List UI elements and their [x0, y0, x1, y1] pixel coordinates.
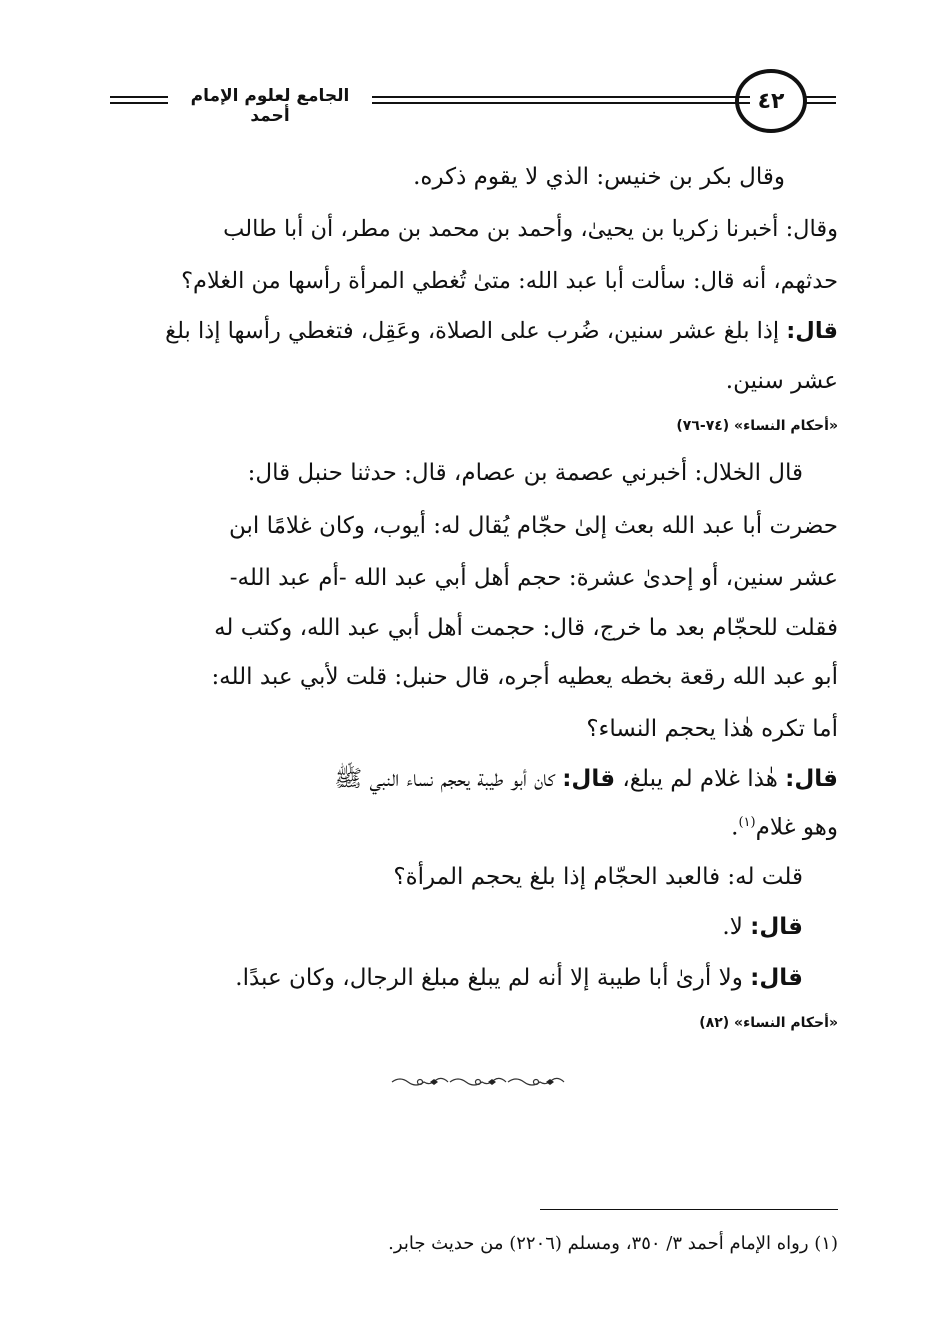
para3-line-2-end: . — [731, 814, 739, 841]
para3-part-2: كان أبو طيبة يحجم نساء النبي ﷺ — [334, 766, 555, 792]
para3-line-1 — [334, 768, 838, 791]
para3-line-2-text: وهو غلام — [755, 814, 838, 841]
question-line: قلت له: فالعبد الحجّام إذا بلغ يحجم المرأة؟ — [393, 864, 803, 890]
qal-label: قال: — [785, 766, 838, 792]
source-reference-1: «أحكام النساء» (٧٤-٧٦) — [676, 418, 838, 434]
footnote-number: (١) — [814, 1233, 838, 1254]
text-line-3: حدثهم، أنه قال: سألت أبا عبد الله: متىٰ تُغطي المرأة رأسها من الغلام؟ — [181, 268, 838, 294]
page-number-badge — [735, 69, 807, 133]
para3-line-2 — [731, 816, 838, 840]
para2-line-2: حضرت أبا عبد الله بعث إلىٰ حجّام يُقال له: أيوب، وكان غلامًا ابن — [228, 513, 838, 539]
para2-line-6: أما تكره هٰذا يحجم النساء؟ — [586, 716, 838, 742]
para2-line-5: أبو عبد الله رقعة بخطه يعطيه أجره، قال حنبل: قلت لأبي عبد الله: — [211, 664, 838, 690]
source-reference-2: «أحكام النساء» (٨٢) — [699, 1015, 838, 1031]
page-number: ٤٢ — [757, 88, 785, 114]
answer-line — [722, 916, 803, 939]
para2-line-3: عشر سنين، أو إحدىٰ عشرة: حجم أهل أبي عبد الله -أم عبد الله- — [229, 565, 838, 591]
decorative-ornament-divider — [390, 1074, 566, 1090]
qal-label: قال: — [786, 318, 838, 344]
text-line-2: وقال: أخبرنا زكريا بن يحيىٰ، وأحمد بن محمد بن مطر، أن أبا طالب — [223, 216, 838, 242]
final-text: ولا أرىٰ أبا طيبة إلا أنه لم يبلغ مبلغ الرجال، وكان عبدًا. — [235, 965, 743, 991]
qal-label: قال: — [750, 914, 803, 940]
header-rule-left — [110, 96, 168, 106]
final-line — [235, 967, 803, 990]
header-rule-middle — [372, 96, 750, 106]
qal-label: قال: — [562, 766, 616, 792]
text-line-1: وقال بكر بن خنيس: الذي لا يقوم ذكره. — [413, 164, 785, 190]
answer-text: لا. — [722, 914, 743, 940]
text-line-4-content: إذا بلغ عشر سنين، ضُرب على الصلاة، وعَقِل، فتغطي رأسها إذا بلغ — [165, 318, 780, 344]
text-line-5: عشر سنين. — [725, 368, 838, 394]
footnote-marker: (١) — [738, 815, 756, 830]
text-line-4 — [165, 320, 838, 343]
running-header-title: الجامع لعلوم الإمام أحمد — [190, 86, 350, 126]
para2-line-4: فقلت للحجّام بعد ما خرج، قال: حجمت أهل أبي عبد الله، وكتب له — [214, 615, 838, 641]
qal-label: قال: — [750, 965, 803, 991]
para2-line-1: قال الخلال: أخبرني عصمة بن عصام، قال: حدثنا حنبل قال: — [247, 460, 803, 486]
footnote-1 — [388, 1233, 838, 1254]
footnote-text: رواه الإمام أحمد ٣/ ٣٥٠، ومسلم (٢٢٠٦) من حديث جابر. — [388, 1233, 809, 1254]
para3-part-1: هٰذا غلام لم يبلغ، — [622, 766, 778, 792]
header-rule-right — [806, 96, 836, 106]
footnote-separator — [540, 1209, 838, 1210]
